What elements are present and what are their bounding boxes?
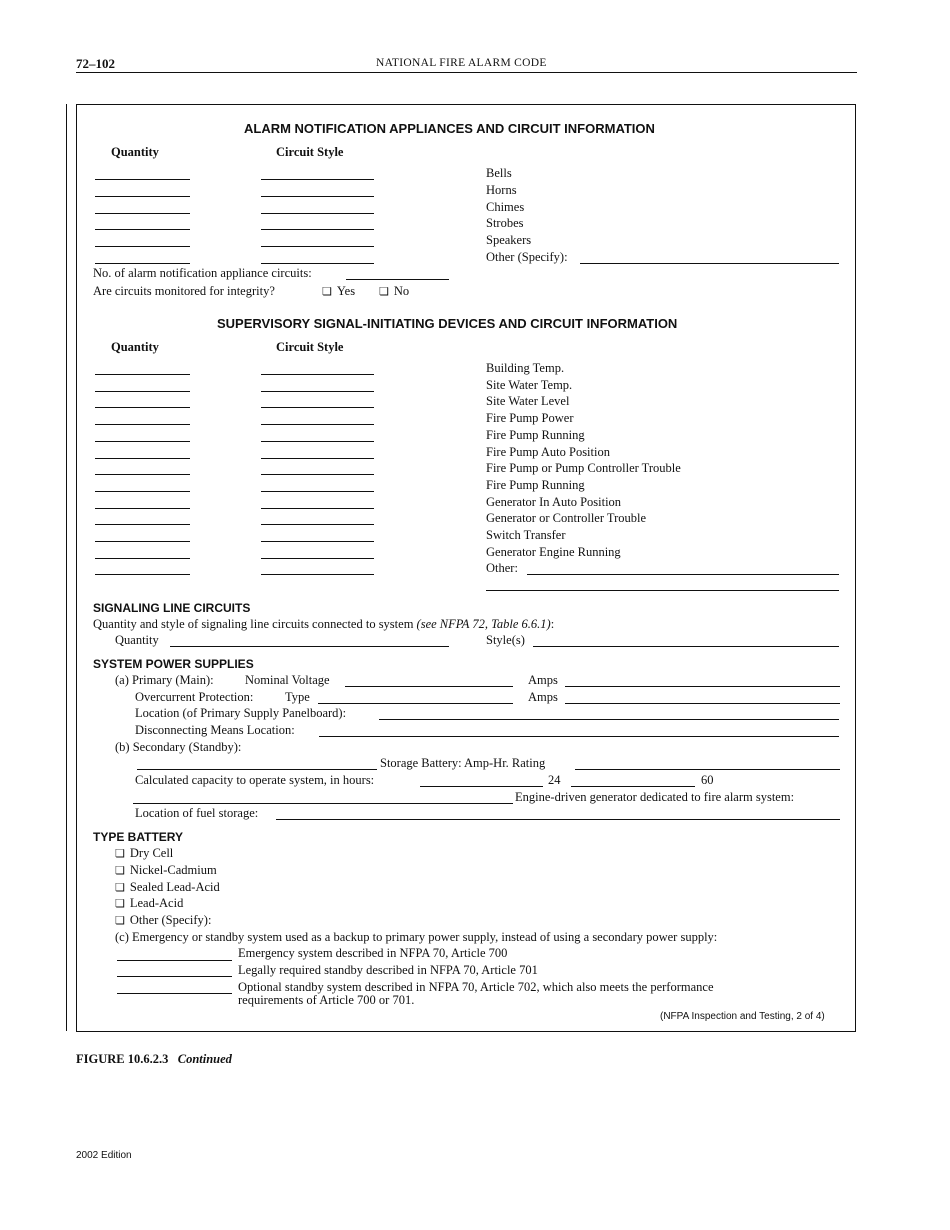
checkbox-icon: ❏ — [115, 848, 125, 860]
supervisory-quantity-field[interactable] — [95, 558, 190, 559]
fuel-storage-label: Location of fuel storage: — [135, 806, 259, 820]
location-primary-label: Location (of Primary Supply Panelboard): — [135, 706, 347, 720]
slc-desc-ref: (see NFPA 72, Table 6.6.1) — [416, 617, 551, 631]
checkbox-icon: ❏ — [115, 915, 125, 927]
supervisory-item-label: Fire Pump Running — [486, 478, 585, 492]
supervisory-circuit-style-field[interactable] — [261, 574, 374, 575]
header-rule — [76, 72, 857, 73]
alarm-circuits-label: No. of alarm notification appliance circuits: — [93, 266, 312, 280]
supervisory-circuit-style-field[interactable] — [261, 508, 374, 509]
supervisory-circuit-style-field[interactable] — [261, 424, 374, 425]
supervisory-quantity-field[interactable] — [95, 541, 190, 542]
standby-701-label: Legally required standby described in NFPA 70, Article 701 — [238, 963, 538, 977]
optional-702-label-line2: requirements of Article 700 or 701. — [238, 993, 415, 1007]
location-primary-field[interactable] — [379, 719, 839, 720]
alarm-quantity-header: Quantity — [111, 145, 159, 159]
alarm-item-label: Speakers — [486, 233, 532, 247]
overcurrent-type-label: Type — [285, 690, 310, 704]
alarm-item-label: Strobes — [486, 216, 524, 230]
alarm-circuit-style-field[interactable] — [261, 246, 374, 247]
supervisory-circuit-style-field[interactable] — [261, 524, 374, 525]
checkbox-icon: ❏ — [115, 882, 125, 894]
alarm-circuit-style-field[interactable] — [261, 229, 374, 230]
supervisory-quantity-field[interactable] — [95, 574, 190, 575]
alarm-item-label: Horns — [486, 183, 517, 197]
secondary-label: (b) Secondary (Standby): — [115, 740, 242, 754]
slc-section-title: SIGNALING LINE CIRCUITS — [93, 601, 251, 615]
alarm-item-label: Bells — [486, 166, 512, 180]
battery-option-label: Lead-Acid — [129, 896, 184, 910]
checkbox-icon: ❏ — [322, 286, 332, 298]
nominal-voltage-label: Nominal Voltage — [245, 673, 330, 687]
battery-option[interactable] — [115, 846, 173, 861]
primary-amps-label: Amps — [528, 673, 558, 687]
supervisory-item-label: Fire Pump or Pump Controller Trouble — [486, 461, 681, 475]
supervisory-other-field[interactable] — [527, 574, 839, 575]
page-number: 72–102 — [76, 56, 115, 71]
alarm-other-specify-field[interactable] — [580, 263, 839, 264]
supervisory-item-label: Switch Transfer — [486, 528, 566, 542]
alarm-no-option[interactable] — [379, 284, 409, 299]
supervisory-other-extra-field[interactable] — [486, 590, 839, 591]
slc-description — [93, 617, 554, 632]
checkbox-icon: ❏ — [379, 286, 389, 298]
supervisory-quantity-field[interactable] — [95, 524, 190, 525]
primary-label: (a) Primary (Main): — [115, 673, 214, 687]
alarm-circuit-style-field[interactable] — [261, 213, 374, 214]
slc-styles-label: Style(s) — [486, 633, 525, 647]
overcurrent-type-field[interactable] — [318, 703, 513, 704]
alarm-quantity-field[interactable] — [95, 246, 190, 247]
supervisory-circuit-style-field[interactable] — [261, 491, 374, 492]
supervisory-item-label: Other: — [486, 561, 518, 575]
no-label: No — [393, 284, 410, 298]
slc-quantity-field[interactable] — [170, 646, 449, 647]
alarm-circuit-style-field[interactable] — [261, 196, 374, 197]
battery-section-title: TYPE BATTERY — [93, 830, 184, 844]
supervisory-item-label: Site Water Level — [486, 394, 570, 408]
battery-option[interactable] — [115, 863, 217, 878]
change-bar — [66, 104, 67, 1031]
checkbox-icon: ❏ — [115, 865, 125, 877]
alarm-quantity-field[interactable] — [95, 196, 190, 197]
optional-702-label-line1: Optional standby system described in NFPA 70, Article 702, which also meets the performance — [238, 980, 714, 994]
storage-battery-field[interactable] — [575, 769, 840, 770]
supervisory-quantity-field[interactable] — [95, 374, 190, 375]
supervisory-circuit-style-field[interactable] — [261, 458, 374, 459]
supervisory-item-label: Generator or Controller Trouble — [486, 511, 647, 525]
storage-battery-label: Storage Battery: Amp-Hr. Rating — [380, 756, 546, 770]
supervisory-quantity-field[interactable] — [95, 491, 190, 492]
supervisory-quantity-field[interactable] — [95, 407, 190, 408]
alarm-quantity-field[interactable] — [95, 213, 190, 214]
supervisory-quantity-field[interactable] — [95, 441, 190, 442]
supervisory-circuit-style-field[interactable] — [261, 441, 374, 442]
supervisory-circuit-style-field[interactable] — [261, 374, 374, 375]
overcurrent-amps-field[interactable] — [565, 703, 840, 704]
supervisory-item-label: Generator In Auto Position — [486, 495, 622, 509]
primary-amps-field[interactable] — [565, 686, 840, 687]
supervisory-circuit-style-field[interactable] — [261, 474, 374, 475]
alarm-circuit-style-field[interactable] — [261, 179, 374, 180]
battery-option-label: Other (Specify): — [129, 913, 212, 927]
supervisory-quantity-field[interactable] — [95, 391, 190, 392]
battery-option-label: Nickel-Cadmium — [129, 863, 217, 877]
supervisory-circuit-style-field[interactable] — [261, 558, 374, 559]
supervisory-circuit-style-header: Circuit Style — [276, 340, 344, 354]
disconnecting-field[interactable] — [319, 736, 839, 737]
capacity-60-label: 60 — [701, 773, 714, 787]
form-note: (NFPA Inspection and Testing, 2 of 4) — [660, 1011, 825, 1022]
supervisory-item-label: Generator Engine Running — [486, 545, 621, 559]
supervisory-item-label: Fire Pump Power — [486, 411, 574, 425]
emergency-700-field[interactable] — [117, 960, 232, 961]
overcurrent-label: Overcurrent Protection: — [135, 690, 254, 704]
supervisory-quantity-field[interactable] — [95, 508, 190, 509]
alarm-item-label: Other (Specify): — [486, 250, 568, 264]
supervisory-quantity-header: Quantity — [111, 340, 159, 354]
alarm-monitored-label: Are circuits monitored for integrity? — [93, 284, 275, 298]
supervisory-circuit-style-field[interactable] — [261, 407, 374, 408]
checkbox-icon: ❏ — [115, 898, 125, 910]
alarm-circuit-style-field[interactable] — [261, 263, 374, 264]
battery-option[interactable] — [115, 913, 211, 928]
overcurrent-amps-label: Amps — [528, 690, 558, 704]
figure-label: FIGURE 10.6.2.3 — [76, 1052, 169, 1066]
alarm-circuits-field[interactable] — [346, 279, 449, 280]
engine-generator-field[interactable] — [133, 803, 513, 804]
standby-701-field[interactable] — [117, 976, 232, 977]
battery-option-label: Dry Cell — [129, 846, 174, 860]
supervisory-quantity-field[interactable] — [95, 424, 190, 425]
slc-quantity-label: Quantity — [115, 633, 159, 647]
capacity-60-field[interactable] — [571, 786, 695, 787]
secondary-blank-field[interactable] — [137, 769, 377, 770]
power-section-title: SYSTEM POWER SUPPLIES — [93, 657, 254, 671]
supervisory-circuit-style-field[interactable] — [261, 391, 374, 392]
battery-option-label: Sealed Lead-Acid — [129, 880, 220, 894]
alarm-quantity-field[interactable] — [95, 263, 190, 264]
edition-footer: 2002 Edition — [76, 1150, 132, 1161]
calc-capacity-label: Calculated capacity to operate system, in hours: — [135, 773, 375, 787]
alarm-circuit-style-header: Circuit Style — [276, 145, 344, 159]
slc-desc-text: Quantity and style of signaling line circuits connected to system — [93, 617, 414, 631]
fuel-storage-field[interactable] — [276, 819, 840, 820]
capacity-24-label: 24 — [548, 773, 561, 787]
running-title: NATIONAL FIRE ALARM CODE — [376, 57, 547, 69]
figure-caption — [76, 1052, 232, 1067]
battery-option[interactable] — [115, 880, 220, 895]
optional-702-field[interactable] — [117, 993, 232, 994]
supervisory-item-label: Fire Pump Running — [486, 428, 585, 442]
alarm-quantity-field[interactable] — [95, 229, 190, 230]
nominal-voltage-field[interactable] — [345, 686, 513, 687]
supervisory-item-label: Site Water Temp. — [486, 378, 573, 392]
alarm-item-label: Chimes — [486, 200, 525, 214]
supervisory-quantity-field[interactable] — [95, 474, 190, 475]
alarm-quantity-field[interactable] — [95, 179, 190, 180]
yes-label: Yes — [336, 284, 356, 298]
disconnecting-label: Disconnecting Means Location: — [135, 723, 295, 737]
engine-generator-label: Engine-driven generator dedicated to fire alarm system: — [515, 790, 795, 804]
emergency-intro: (c) Emergency or standby system used as a backup to primary power supply, instead of using a secondary power supply: — [115, 930, 718, 944]
supervisory-quantity-field[interactable] — [95, 458, 190, 459]
slc-styles-field[interactable] — [533, 646, 839, 647]
slc-desc-end: : — [550, 617, 555, 631]
battery-option[interactable] — [115, 896, 183, 911]
supervisory-section-title: SUPERVISORY SIGNAL-INITIATING DEVICES AND CIRCUIT INFORMATION — [217, 316, 678, 331]
supervisory-item-label: Fire Pump Auto Position — [486, 445, 610, 459]
capacity-24-field[interactable] — [420, 786, 543, 787]
alarm-yes-option[interactable] — [322, 284, 355, 299]
alarm-section-title: ALARM NOTIFICATION APPLIANCES AND CIRCUIT INFORMATION — [244, 121, 655, 136]
figure-continued: Continued — [177, 1052, 232, 1066]
emergency-700-label: Emergency system described in NFPA 70, Article 700 — [238, 946, 508, 960]
supervisory-circuit-style-field[interactable] — [261, 541, 374, 542]
supervisory-item-label: Building Temp. — [486, 361, 565, 375]
